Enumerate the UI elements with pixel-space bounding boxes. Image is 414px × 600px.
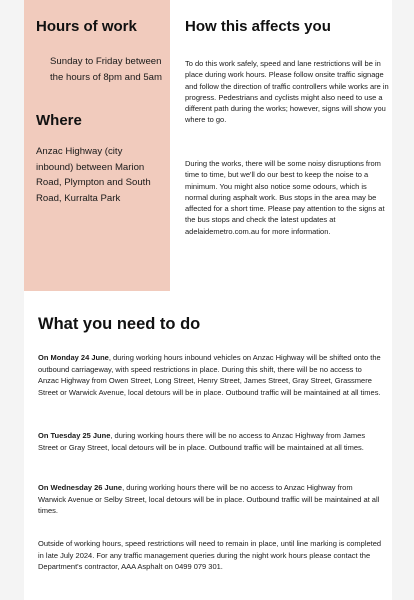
todo-section — [38, 314, 382, 571]
wednesday-details: , during working hours there will be no access to Anzac Highway from Warwick Avenue or Selby Street, local detours will be in place. Outbound traffic will be maintained at all times. — [38, 483, 380, 515]
monday-details: , during working hours inbound vehicles on Anzac Highway will be shifted onto the outbound carriageway, with speed restrictions in place. During this shift, there will be no access to Anzac Highway from Owen Street, Long Street, Henry Street, James Street, Gray Street, Grassmere Street or Warwick Avenue, local detours will be in place. Outbound traffic will be maintained at all times. — [38, 353, 381, 397]
hours-text: Sunday to Friday between the hours of 8pm and 5am — [50, 56, 162, 83]
tuesday-date: On Tuesday 25 June — [38, 431, 111, 440]
where-text: Anzac Highway (city inbound) between Marion Road, Plympton and South Road, Kurralta Park — [36, 146, 151, 204]
wednesday-date: On Wednesday 26 June — [38, 483, 123, 492]
monday-date: On Monday 24 June — [38, 353, 109, 362]
hours-heading: Hours of work — [36, 18, 137, 35]
todo-paragraph-tuesday — [38, 430, 382, 453]
todo-paragraph-monday — [38, 352, 382, 398]
tuesday-details: , during working hours there will be no access to Anzac Highway from James Street or Gray Street, local detours will be in place. Outbound traffic will be maintained at all times. — [38, 431, 366, 452]
todo-paragraph-contact: Outside of working hours, speed restrictions will need to remain in place, until line marking is completed in late July 2024. For any traffic management queries during the night work hours please contact the Department's contractor, AAA Asphalt on 0499 079 301. — [38, 539, 382, 571]
affects-heading: How this affects you — [185, 18, 331, 35]
affects-paragraph-noise: During the works, there will be some noisy disruptions from time to time, but we'll do our best to keep the noise to a minimum. You might also notice some odours, which is normal during asphalt work. Bus stops in the area may be affected for a short time. Please pay attention to the signs at the bus stops and check the latest updates at adelaidemetro.com.au for more information. — [185, 159, 385, 236]
info-sidebar — [24, 0, 170, 291]
affects-paragraph-safety: To do this work safely, speed and lane restrictions will be in place during work hours. Please follow onsite traffic signage and follow the direction of traffic controllers while works are in progress. Pedestrians and cyclists might also need to use a different path during the works; however, signs will show you where to go. — [185, 59, 389, 125]
notice-page — [24, 0, 392, 600]
todo-paragraph-wednesday — [38, 482, 382, 517]
todo-heading: What you need to do — [38, 315, 201, 333]
where-heading: Where — [36, 112, 82, 129]
